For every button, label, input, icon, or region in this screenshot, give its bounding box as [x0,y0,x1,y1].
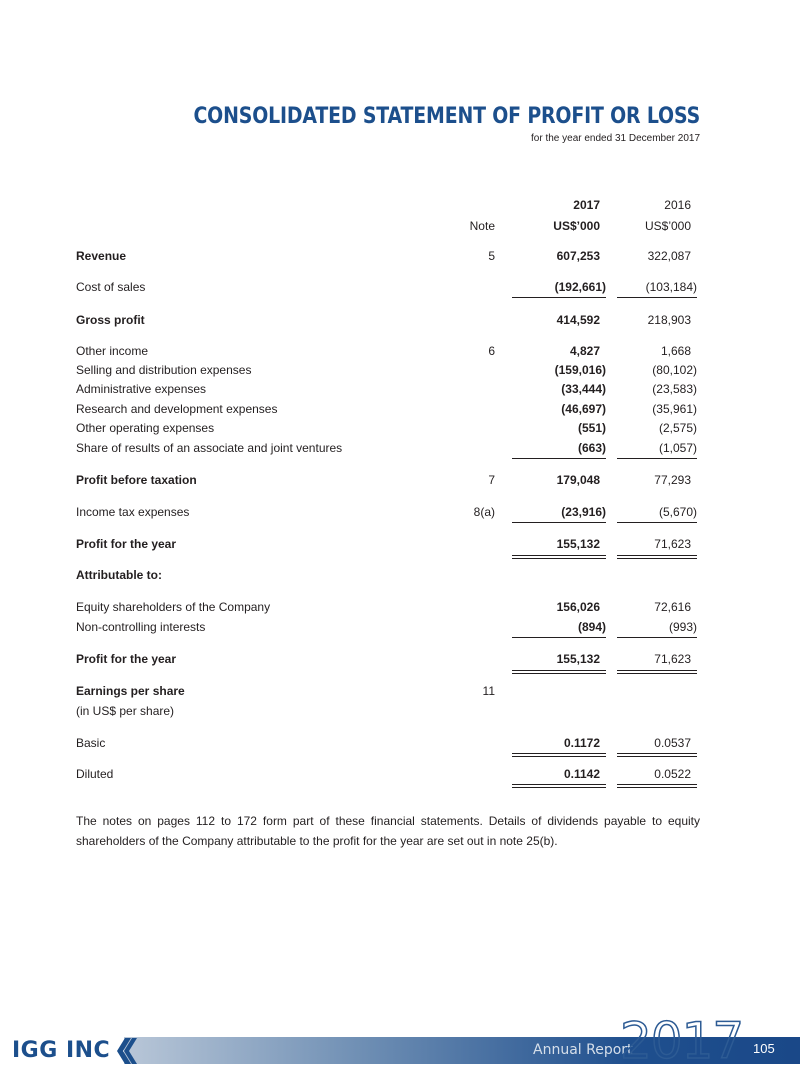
table-row [0,504,800,520]
row-label: Profit before taxation [76,473,197,487]
total-double-rule-2016 [617,784,697,788]
subtotal-rule-2017 [512,637,606,638]
row-value-2016: 0.0522 [654,767,691,781]
row-label: (in US$ per share) [76,704,175,718]
row-label: Share of results of an associate and joint ventures [76,441,343,455]
row-value-2016: (2,575) [658,421,697,435]
total-double-rule-2016 [617,670,697,674]
row-value-2017: 0.1142 [563,767,600,781]
row-label: Earnings per share [76,684,185,698]
footnote: The notes on pages 112 to 172 form part of these financial statements. Details of dividends payable to equity shareholders of the Company attributable to the profit for the year are set out in note 25(b). [76,814,700,848]
row-value-2017: 155,132 [556,537,600,551]
row-value-2016: 218,903 [647,313,691,327]
page-title: CONSOLIDATED STATEMENT OF PROFIT OR LOSS [193,104,700,129]
table-row [0,766,800,782]
table-row [0,248,800,264]
row-label: Diluted [76,767,114,781]
column-unit-row [0,218,800,234]
page-number: 105 [753,1041,775,1056]
row-value-2016: 71,623 [654,537,691,551]
row-value-2016: 77,293 [654,473,691,487]
table-row [0,683,800,699]
row-value-2017: (23,916) [561,505,606,519]
row-value-2016: (103,184) [645,280,697,294]
table-row [0,536,800,552]
table-row [0,381,800,397]
row-value-2017: (192,661) [554,280,606,294]
total-double-rule-2017 [512,555,606,559]
row-value-2016: (1,057) [658,441,697,455]
table-row [0,735,800,751]
subtotal-rule-2017 [512,458,606,459]
row-value-2017: 607,253 [556,249,600,263]
row-note: 8(a) [473,505,495,519]
row-label: Administrative expenses [76,382,207,396]
table-row [0,343,800,359]
row-value-2017: 156,026 [556,600,600,614]
row-value-2017: 179,048 [556,473,600,487]
row-value-2017: (551) [577,421,606,435]
table-row [0,472,800,488]
row-value-2017: (33,444) [561,382,606,396]
row-label: Basic [76,736,106,750]
column-2016-unit: US$’000 [644,219,691,233]
row-value-2016: 322,087 [647,249,691,263]
table-row [0,420,800,436]
table-row [0,619,800,635]
table-row [0,362,800,378]
table-row [0,567,800,583]
subtotal-rule-2016 [617,522,697,523]
subtotal-rule-2017 [512,297,606,298]
row-value-2016: 72,616 [654,600,691,614]
row-value-2016: (35,961) [652,402,697,416]
row-value-2016: 1,668 [660,344,691,358]
table-row [0,651,800,667]
row-label: Profit for the year [76,652,177,666]
total-double-rule-2016 [617,753,697,757]
row-label: Income tax expenses [76,505,190,519]
column-2016-year: 2016 [664,198,691,212]
chevron-left-icon [115,1036,137,1066]
table-row [0,401,800,417]
column-2017-year: 2017 [573,198,600,212]
row-value-2016: (23,583) [652,382,697,396]
row-label: Non-controlling interests [76,620,206,634]
company-logo: IGG INC [12,1038,111,1063]
subtotal-rule-2017 [512,522,606,523]
column-note-header: Note [469,219,495,233]
total-double-rule-2017 [512,753,606,757]
row-label: Revenue [76,249,127,263]
subtotal-rule-2016 [617,297,697,298]
row-label: Research and development expenses [76,402,278,416]
table-row [0,312,800,328]
row-label: Gross profit [76,313,145,327]
table-row [0,279,800,295]
page-footer [0,1012,800,1070]
row-value-2017: 414,592 [556,313,600,327]
subtotal-rule-2016 [617,458,697,459]
row-label: Profit for the year [76,537,177,551]
column-year-row [0,197,800,213]
annual-report-label: Annual Report [533,1042,633,1058]
total-double-rule-2016 [617,555,697,559]
total-double-rule-2017 [512,784,606,788]
row-label: Selling and distribution expenses [76,363,252,377]
row-note: 6 [488,344,495,358]
table-row [0,440,800,456]
row-value-2016: 71,623 [654,652,691,666]
row-value-2016: (80,102) [652,363,697,377]
row-value-2016: 0.0537 [654,736,691,750]
row-label: Cost of sales [76,280,146,294]
total-double-rule-2017 [512,670,606,674]
column-2017-unit: US$’000 [553,219,600,233]
row-label: Attributable to: [76,568,162,582]
row-value-2017: 0.1172 [563,736,600,750]
table-row [0,703,800,719]
row-value-2017: 4,827 [569,344,600,358]
row-note: 7 [488,473,495,487]
table-row [0,599,800,615]
row-label: Equity shareholders of the Company [76,600,271,614]
row-value-2017: 155,132 [556,652,600,666]
subtotal-rule-2016 [617,637,697,638]
row-note: 11 [482,684,495,698]
page-subtitle: for the year ended 31 December 2017 [531,133,700,144]
row-value-2016: (5,670) [658,505,697,519]
row-note: 5 [488,249,495,263]
row-value-2017: (663) [577,441,606,455]
row-label: Other income [76,344,149,358]
row-value-2017: (159,016) [554,363,606,377]
row-label: Other operating expenses [76,421,215,435]
report-year: 2017 [620,1012,744,1070]
row-value-2017: (894) [577,620,606,634]
row-value-2016: (993) [668,620,697,634]
row-value-2017: (46,697) [561,402,606,416]
